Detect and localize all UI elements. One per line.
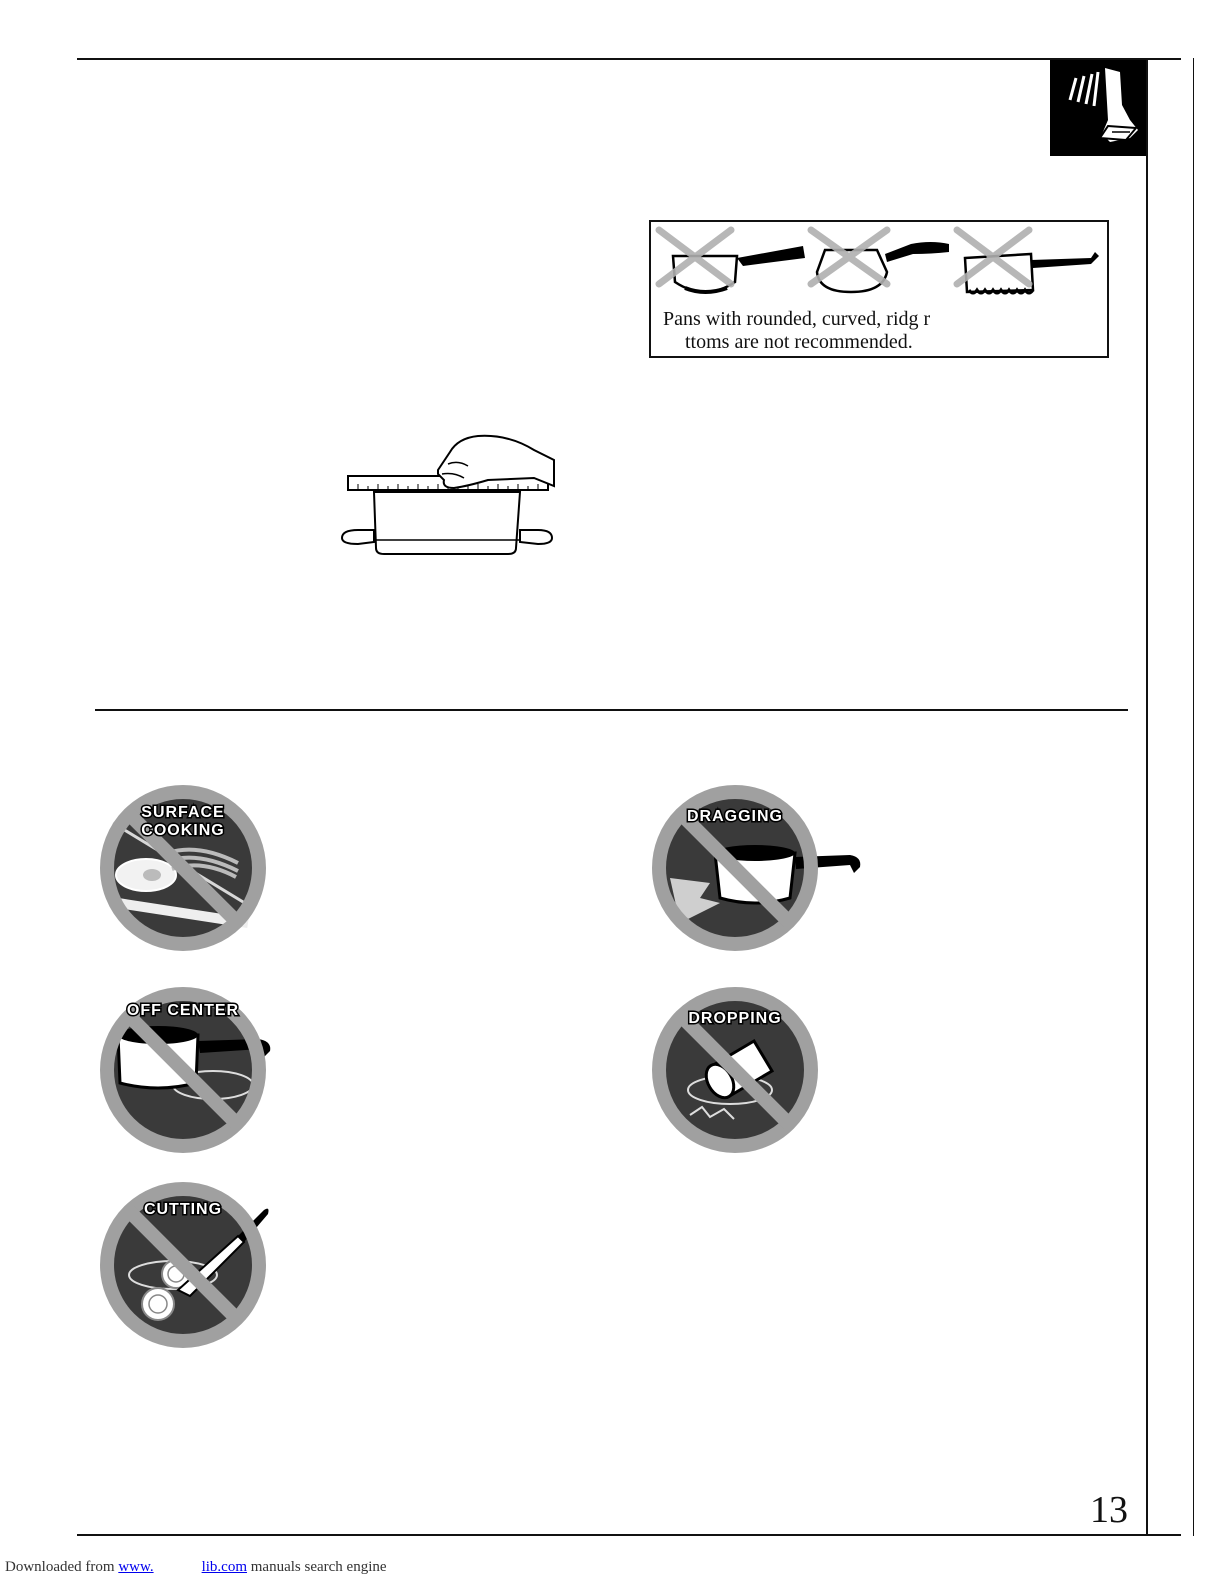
footer-suffix: manuals search engine bbox=[250, 1559, 387, 1575]
sign-label-dragging: DRAGGING bbox=[687, 808, 783, 825]
ruler-on-pan-figure bbox=[338, 430, 560, 575]
pans-not-recommended-figure bbox=[649, 220, 1109, 358]
sign-label-surface: SURFACE bbox=[141, 804, 225, 821]
page-number: 13 bbox=[1090, 1489, 1128, 1531]
prohibition-cutting-icon bbox=[98, 1180, 278, 1350]
section-divider bbox=[95, 709, 1128, 711]
sign-label-cutting: CUTTING bbox=[143, 1201, 223, 1218]
margin-rule-right bbox=[1193, 58, 1194, 1536]
prohibition-dropping-icon bbox=[650, 985, 820, 1155]
margin-rule-left bbox=[1146, 58, 1148, 1536]
footer-link[interactable] bbox=[118, 1559, 247, 1575]
prohibition-dragging-icon bbox=[650, 783, 870, 953]
off-center-sign bbox=[98, 985, 288, 1160]
top-rule bbox=[77, 58, 1181, 60]
sign-label-cooking: COOKING bbox=[141, 822, 225, 839]
crossed-out-pans-icon bbox=[651, 222, 1107, 306]
prohibition-surface-cooking-icon bbox=[98, 783, 268, 953]
ruler-on-pan-icon bbox=[338, 430, 560, 570]
bottom-rule bbox=[77, 1534, 1181, 1536]
dropping-sign bbox=[650, 985, 820, 1160]
prohibition-off-center-icon bbox=[98, 985, 288, 1155]
footer-link-part2: lib.com bbox=[201, 1559, 248, 1575]
hand-pressing-pad-icon bbox=[1050, 60, 1146, 156]
sign-label-off-center: OFF CENTER bbox=[126, 1002, 240, 1019]
sign-label-dropping: DROPPING bbox=[688, 1010, 782, 1027]
dragging-sign bbox=[650, 783, 870, 958]
pans-caption bbox=[651, 308, 1111, 354]
download-footer bbox=[5, 1558, 387, 1576]
cutting-sign bbox=[98, 1180, 278, 1355]
section-tab bbox=[1050, 60, 1146, 156]
footer-prefix: Downloaded from bbox=[5, 1559, 115, 1575]
pans-caption-line1: Pans with rounded, curved, ridg r bbox=[663, 308, 931, 330]
footer-link-part1: www. bbox=[118, 1559, 154, 1575]
pans-caption-line2: ttoms are not recommended. bbox=[685, 331, 913, 353]
surface-cooking-sign bbox=[98, 783, 268, 958]
